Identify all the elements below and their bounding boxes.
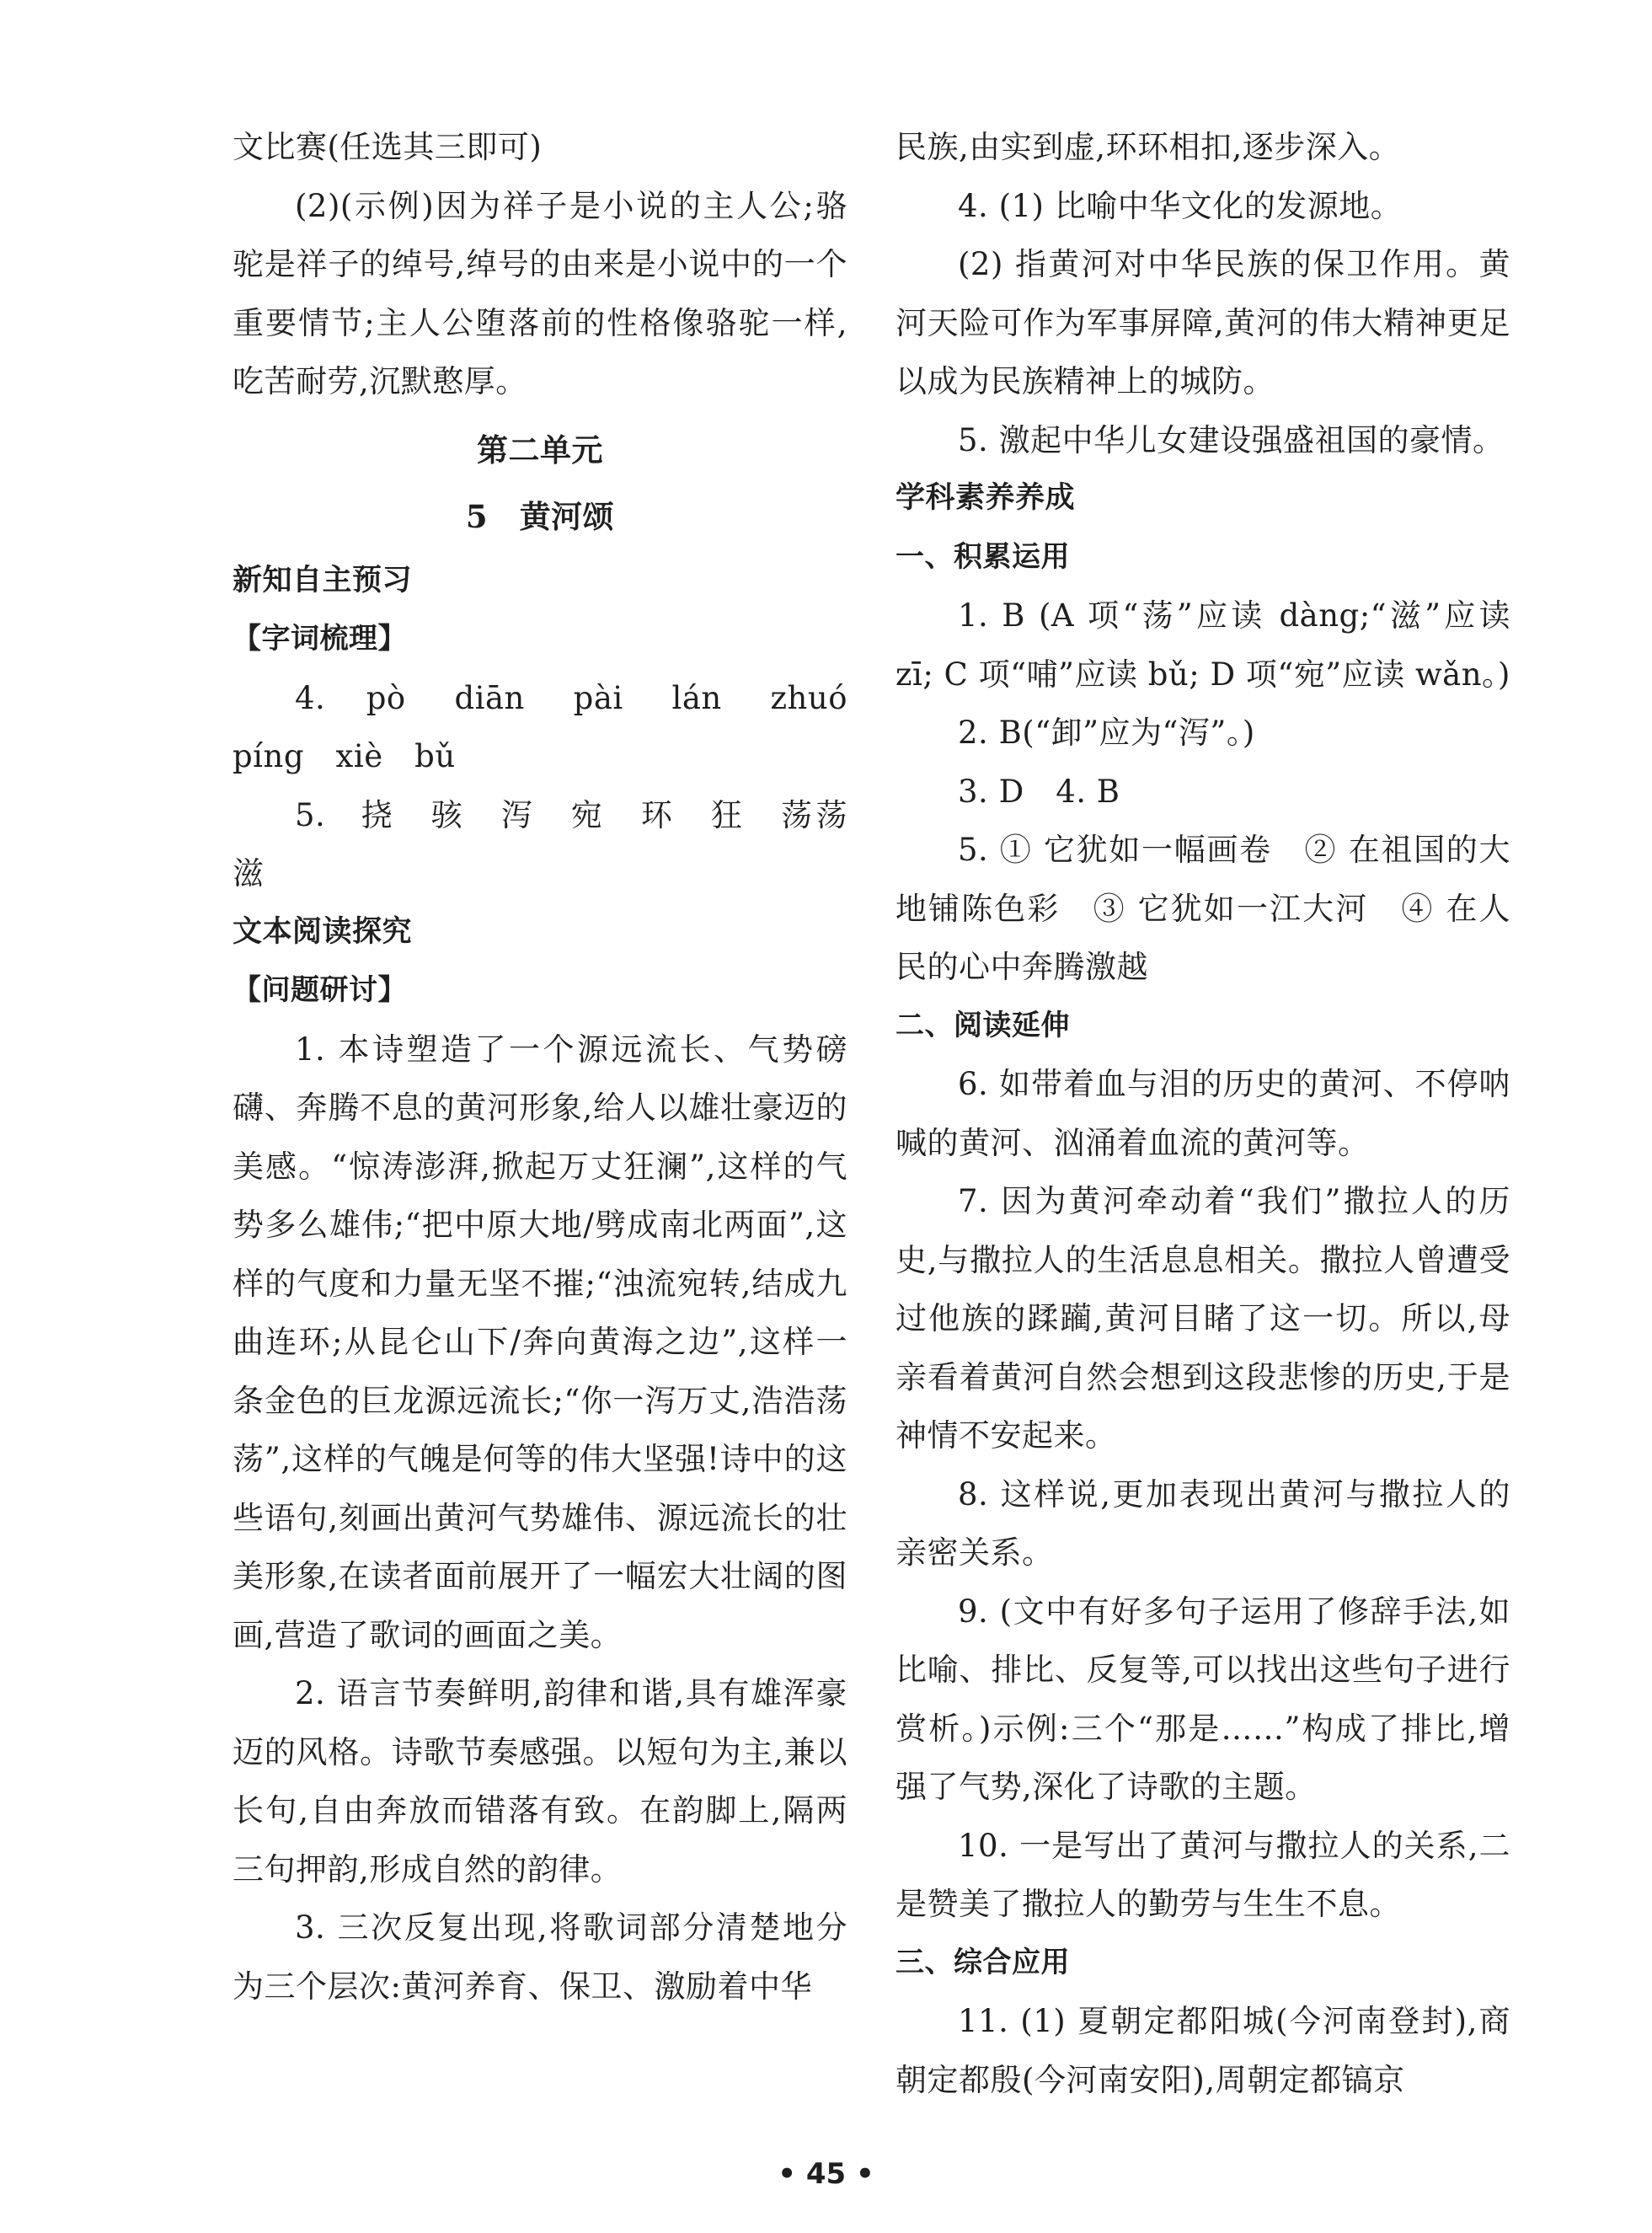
section-heading-reading: 文本阅读探究: [233, 914, 413, 949]
answer-3-structure: 3. 三次反复出现,将歌词部分清楚地分为三个层次:黄河养育、保卫、激励着中华: [233, 1909, 847, 2005]
exercise-3-4: 3. D 4. B: [958, 773, 1120, 810]
answer-5-passion: 5. 激起中华儿女建设强盛祖国的豪情。: [958, 421, 1505, 458]
answer-3-continuation: 民族,由实到虚,环环相扣,逐步深入。: [896, 129, 1401, 165]
left-column: [233, 118, 879, 2016]
exercise-1: 1. B (A 项“荡”应读 dàng;“滋”应读 zī; C 项“哺”应读 bǔ; D 项“宛”应读 wǎn。): [896, 597, 1510, 693]
subheading-application: 三、综合应用: [896, 1945, 1070, 1979]
subheading-accumulation: 一、积累运用: [896, 539, 1070, 574]
section-heading-preview: 新知自主预习: [233, 563, 413, 597]
exercise-7: 7. 因为黄河牵动着“我们”撒拉人的历史,与撒拉人的生活息息相关。撒拉人曾遭受过他族的蹂躏,黄河目睹了这一切。所以,母亲看着黄河自然会想到这段悲惨的历史,于是神情不安起来。: [896, 1183, 1510, 1454]
section-heading-literacy: 学科素养养成: [896, 481, 1076, 515]
exercise-9: 9. (文中有好多句子运用了修辞手法,如比喻、排比、反复等,可以找出这些句子进行赏析。)示例:三个“那是……”构成了排比,增强了气势,深化了诗歌的主题。: [896, 1593, 1510, 1805]
exercise-8: 8. 这样说,更加表现出黄河与撒拉人的亲密关系。: [896, 1475, 1510, 1571]
answer-2-example: (2)(示例)因为祥子是小说的主人公;骆驼是祥子的绰号,绰号的由来是小说中的一个重要情节;主人公堕落前的性格像骆驼一样,吃苦耐劳,沉默憨厚。: [233, 187, 847, 399]
exercise-11: 11. (1) 夏朝定都阳城(今河南登封),商朝定都殷(今河南安阳),周朝定都镐京: [896, 2003, 1510, 2098]
lesson-title: 5 黄河颂: [465, 498, 615, 535]
answer-4-1: 4. (1) 比喻中华文化的发源地。: [958, 187, 1403, 224]
unit-title: 第二单元: [477, 431, 603, 469]
subheading-words: 【字词梳理】: [233, 622, 407, 656]
answer-4-pinyin: 4. pò diān pài lán zhuó píng xiè bǔ: [233, 679, 879, 774]
answer-2-language: 2. 语言节奏鲜明,韵律和谐,具有雄浑豪迈的风格。诗歌节奏感强。以短句为主,兼以长句,自由奔放而错落有致。在韵脚上,隔两三句押韵,形成自然的韵律。: [233, 1675, 847, 1888]
subheading-issues: 【问题研讨】: [233, 973, 407, 1007]
answer-5-characters: 5. 挠 骇 泻 宛 环 狂 荡荡 滋: [233, 796, 879, 892]
exercise-5: 5. ① 它犹如一幅画卷 ② 在祖国的大地铺陈色彩 ③ 它犹如一江大河 ④ 在人民的心中奔腾激越: [896, 832, 1510, 985]
exercise-10: 10. 一是写出了黄河与撒拉人的关系,二是赞美了撒拉人的勤劳与生生不息。: [896, 1827, 1510, 1922]
subheading-extension: 二、阅读延伸: [896, 1008, 1070, 1042]
right-column: [896, 118, 1510, 2109]
page-number: • 45 •: [778, 2157, 874, 2191]
exercise-2: 2. B(“卸”应为“泻”。): [958, 715, 1255, 751]
answer-1-image: 1. 本诗塑造了一个源远流长、气势磅礴、奔腾不息的黄河形象,给人以雄壮豪迈的美感。“惊涛澎湃,掀起万丈狂澜”,这样的气势多么雄伟;“把中原大地/劈成南北两面”,这样的气度和力量无坚不摧;“浊流宛转,结成九曲连环;从昆仑山下/奔向黄海之边”,这样一条金色的巨龙源远流长;“你一泻万丈,浩浩荡荡”,这样的气魄是何等的伟大坚强!诗中的这些语句,刻画出黄河气势雄伟、源远流长的壮美形象,在读者面前展开了一幅宏大壮阔的图画,营造了歌词的画面之美。: [233, 1031, 847, 1653]
answer-continuation: 文比赛(任选其三即可): [233, 129, 543, 165]
answer-4-2: (2) 指黄河对中华民族的保卫作用。黄河天险可作为军事屏障,黄河的伟大精神更足以成为民族精神上的城防。: [896, 246, 1510, 399]
exercise-6: 6. 如带着血与泪的历史的黄河、不停呐喊的黄河、汹涌着血流的黄河等。: [896, 1066, 1510, 1161]
